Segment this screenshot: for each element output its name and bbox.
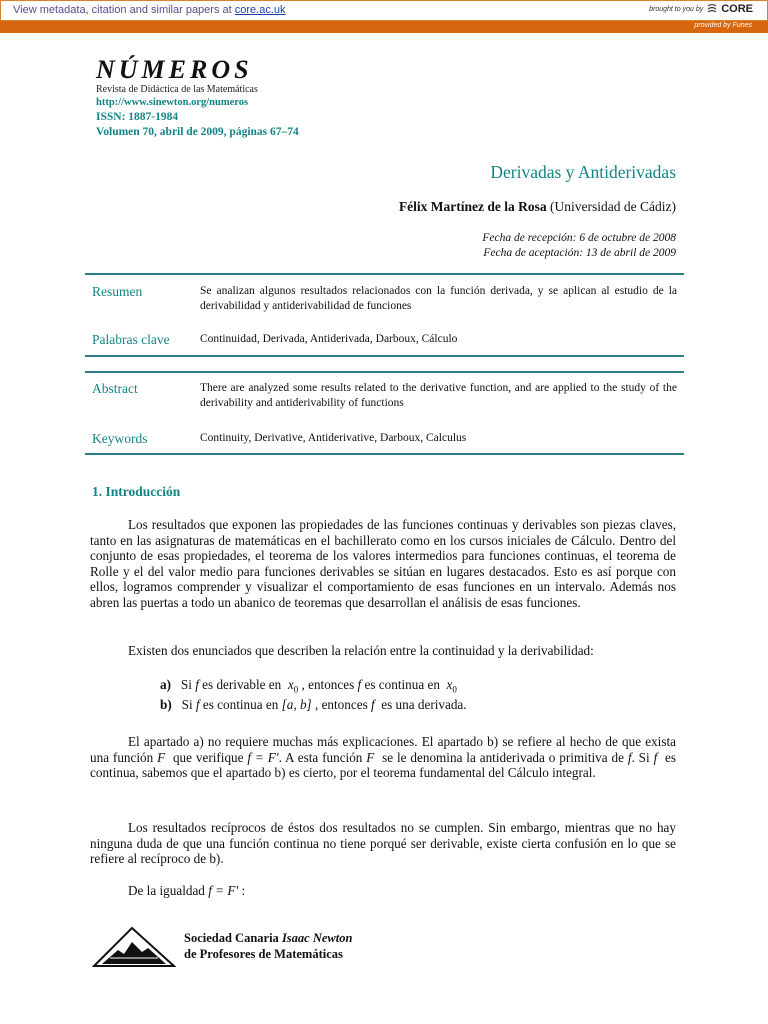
journal-url[interactable]: http://www.sinewton.org/numeros bbox=[96, 97, 249, 108]
abstract-en-box bbox=[85, 371, 684, 455]
paragraph-5: De la igualdad f = F' : bbox=[128, 883, 246, 898]
abstract-es-box bbox=[85, 273, 684, 357]
provider-bar: provided by Funes bbox=[0, 21, 768, 33]
paragraph-3: El apartado a) no requiere muchas más explicaciones. El apartado b) se refiere al hecho de que exista una función F que verifique f = F'. A esta función F se le denomina la antiderivada o primitiva de f. Si f es continua, sabemos que el apartado b) es cierto, por el teorema fundamental del Cálculo integral. bbox=[90, 734, 677, 781]
keywords-text: Continuity, Derivative, Antiderivative, Darboux, Calculus bbox=[200, 432, 467, 444]
paragraph-2: Existen dos enunciados que describen la relación entre la continuidad y la derivabilidad: bbox=[128, 643, 594, 658]
paragraph-4: Los resultados recíprocos de éstos dos resultados no se cumplen. Sin embargo, mientras que no hay ninguna duda de que una función continua no tiene porqué ser derivable, existe cierta confusión en lo que se refiere al recíproco de b). bbox=[90, 820, 676, 867]
paragraph-1: Los resultados que exponen las propiedades de las funciones continuas y derivables son piezas claves, tanto en las asignaturas de matemáticas en el bachillerato como en los cursos iniciales de Cálculo. Dentro del conjunto de esas propiedades, el teorema de los valores intermedios para funciones continuas, el teorema de Rolle y el del valor medio para funciones derivables se sitúan en lugares destacados. Esto es así porque con ellos, logramos comprender y visualizar el comportamiento de esas funciones en un intervalo. Además nos abren las puertas a todo un abanico de teoremas que desarrollan el análisis de esas funciones. bbox=[90, 517, 676, 610]
core-link[interactable]: core.ac.uk bbox=[234, 4, 286, 16]
palabras-text: Continuidad, Derivada, Antiderivada, Darboux, Cálculo bbox=[200, 333, 458, 345]
core-banner bbox=[0, 0, 768, 21]
received-date: Fecha de recepción: 6 de octubre de 2008 bbox=[482, 232, 676, 244]
list-item-b: b) Si f es continua en [a, b] , entonces f es una derivada. bbox=[160, 697, 467, 712]
paper-title: Derivadas y Antiderivadas bbox=[490, 162, 676, 182]
core-branding: brought to you by CORE bbox=[649, 3, 753, 15]
abstract-label: Abstract bbox=[92, 381, 138, 396]
journal-issn: ISSN: 1887-1984 bbox=[96, 111, 179, 123]
journal-logo: NÚMEROS bbox=[96, 55, 253, 84]
paper-dates bbox=[482, 231, 676, 260]
journal-header bbox=[96, 55, 299, 140]
journal-subtitle: Revista de Didáctica de las Matemáticas bbox=[96, 84, 258, 95]
journal-volume: Volumen 70, abril de 2009, páginas 67–74 bbox=[96, 126, 299, 138]
abstract-text: There are analyzed some results related to the derivative function, and are applied to the study of the derivability and antiderivability of functions bbox=[200, 382, 677, 409]
society-logo-icon bbox=[92, 924, 176, 968]
resumen-label: Resumen bbox=[92, 284, 143, 299]
resumen-text: Se analizan algunos resultados relacionados con la función derivada, y se aplican al estudio de la derivabilidad y antiderivabilidad de funciones bbox=[200, 285, 677, 312]
accepted-date: Fecha de aceptación: 13 de abril de 2009 bbox=[483, 246, 676, 259]
section-heading: 1. Introducción bbox=[92, 484, 181, 499]
society-footer bbox=[92, 924, 352, 968]
palabras-label: Palabras clave bbox=[92, 332, 170, 347]
core-metadata-text: View metadata, citation and similar papers at core.ac.uk bbox=[13, 4, 286, 16]
society-name: Sociedad Canaria Isaac Newton de Profesores de Matemáticas bbox=[184, 931, 353, 961]
core-logo-icon bbox=[707, 3, 717, 15]
keywords-label: Keywords bbox=[92, 431, 148, 446]
list-item-a: a) Si f es derivable en $x_0$ , entonces f es continua en $x_0$ bbox=[160, 677, 457, 695]
paper-author: Félix Martínez de la Rosa (Universidad de Cádiz) bbox=[398, 199, 676, 214]
